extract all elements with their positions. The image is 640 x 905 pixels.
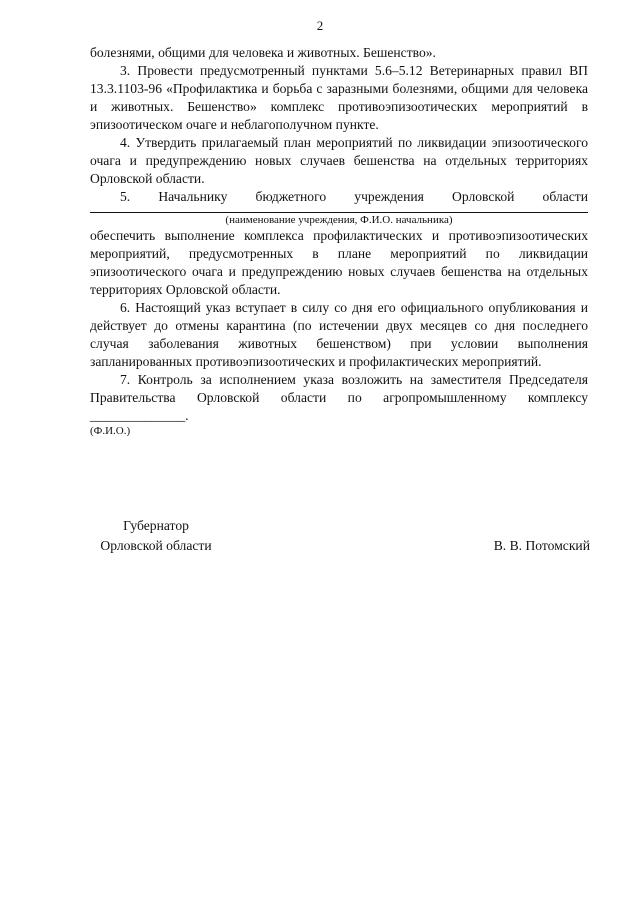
paragraph-3: 3. Провести предусмотренный пунктами 5.6–5.12 Ветеринарных правил ВП 13.3.1103-96 «Профилактика и борьба с заразными болезнями, общими для человека и животных. Бешенство» комплекс противоэпизоотических мероприятий в эпизоотическом очаге и неблагополучном пункте.: [90, 63, 588, 132]
signature-name: В. В. Потомский: [493, 538, 590, 553]
paragraph-continuation: болезнями, общими для человека и животных. Бешенство».: [90, 45, 436, 60]
fio-caption: (Ф.И.О.): [90, 425, 131, 437]
signature-title-line1: Губернатор: [123, 518, 189, 533]
signature-title: [86, 516, 226, 556]
document-body: [90, 44, 588, 438]
fill-in-caption: (наименование учреждения, Ф.И.О. начальника): [225, 214, 453, 226]
paragraph-5-body: обеспечить выполнение комплекса профилактических и противоэпизоотических мероприятий, предусмотренных в плане мероприятий по ликвидации эпизоотического очага и предупреждению новых случаев бешенства на отдельных территориях Орловской области.: [90, 228, 588, 297]
page-number: 2: [316, 18, 324, 33]
signature-title-line2: Орловской области: [100, 538, 212, 553]
paragraph-7: 7. Контроль за исполнением указа возложить на заместителя Председателя Правительства Орловской области по агропромышленному комплексу ______________.: [90, 372, 588, 423]
paragraph-4: 4. Утвердить прилагаемый план мероприятий по ликвидации эпизоотического очага и предупреждению новых случаев бешенства на отдельных территориях Орловской области.: [90, 135, 588, 186]
paragraph-5-heading: 5. Начальнику бюджетного учреждения Орловской области: [120, 189, 588, 204]
paragraph-6: 6. Настоящий указ вступает в силу со дня его официального опубликования и действует до отмены карантина (по истечении двух месяцев со дня последнего случая заболевания животных бешенством) при условии выполнения запланированных противоэпизоотических и профилактических мероприятий.: [90, 300, 588, 369]
